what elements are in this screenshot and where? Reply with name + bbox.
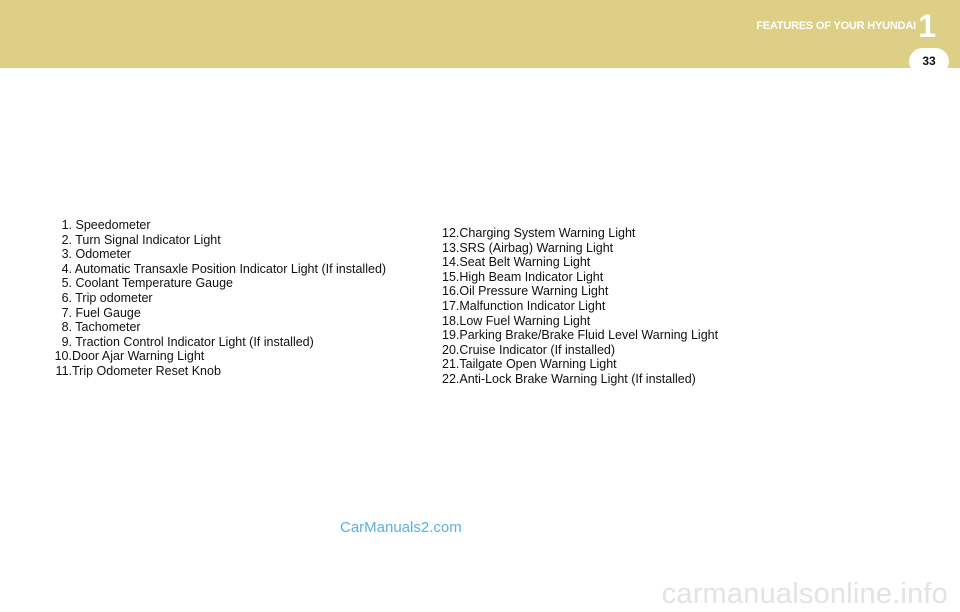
legend-item-number: 19. <box>442 328 460 343</box>
legend-list-right <box>442 226 718 387</box>
legend-item-label: High Beam Indicator Light <box>459 269 604 284</box>
legend-item-label: Malfunction Indicator Light <box>459 298 606 313</box>
legend-item <box>40 320 386 335</box>
legend-list-left <box>40 218 386 379</box>
section-title: FEATURES OF YOUR HYUNDAI <box>756 20 916 32</box>
legend-item-label: Oil Pressure Warning Light <box>459 284 609 299</box>
legend-item-label: Odometer <box>75 247 132 262</box>
legend-item-number: 18. <box>442 313 460 328</box>
legend-item <box>442 255 718 270</box>
legend-item <box>40 306 386 321</box>
legend-item-number: 17. <box>442 298 460 313</box>
legend-item-label: Anti-Lock Brake Warning Light (If installed) <box>459 371 696 386</box>
legend-item-number: 13. <box>442 240 460 255</box>
legend-item-label: Tailgate Open Warning Light <box>459 357 617 372</box>
legend-item <box>442 270 718 285</box>
header-band <box>0 0 960 68</box>
legend-item <box>442 299 718 314</box>
legend-item-number: 16. <box>442 284 460 299</box>
watermark-link[interactable]: CarManuals2.com <box>340 519 462 536</box>
page-number: 33 <box>909 48 949 75</box>
legend-item <box>442 314 718 329</box>
legend-item <box>442 328 718 343</box>
legend-item-number: 11. <box>55 363 72 378</box>
legend-item-label: Low Fuel Warning Light <box>459 313 591 328</box>
legend-item-label: Tachometer <box>75 320 141 335</box>
legend-item-label: Trip Odometer Reset Knob <box>72 363 221 378</box>
watermark-text: carmanualsonline.info <box>661 578 948 610</box>
section-number: 1 <box>918 8 936 44</box>
legend-item <box>40 335 386 350</box>
legend-item-number: 10. <box>54 349 72 364</box>
legend-item <box>40 262 386 277</box>
legend-item <box>442 284 718 299</box>
legend-item <box>40 218 386 233</box>
legend-item-number: 7. <box>61 305 72 320</box>
legend-item-number: 6. <box>61 290 72 305</box>
legend-item-label: Coolant Temperature Gauge <box>75 276 233 291</box>
legend-item <box>40 276 386 291</box>
legend-item-number: 22. <box>442 371 460 386</box>
legend-item <box>40 247 386 262</box>
legend-item-label: Fuel Gauge <box>75 305 141 320</box>
legend-item <box>442 372 718 387</box>
legend-item-number: 9. <box>61 334 72 349</box>
legend-item <box>442 343 718 358</box>
legend-item <box>40 364 386 379</box>
legend-item-label: Turn Signal Indicator Light <box>75 232 221 247</box>
legend-item <box>442 241 718 256</box>
legend-item-label: Trip odometer <box>75 290 153 305</box>
legend-item-number: 12. <box>442 226 460 240</box>
legend-item <box>40 291 386 306</box>
legend-item-number: 4. <box>61 261 72 276</box>
legend-item-label: Seat Belt Warning Light <box>459 255 591 270</box>
legend-item-label: Automatic Transaxle Position Indicator Light (If installed) <box>74 261 387 276</box>
legend-item <box>40 349 386 364</box>
legend-item-label: SRS (Airbag) Warning Light <box>459 240 614 255</box>
legend-item-label: Cruise Indicator (If installed) <box>459 342 616 357</box>
legend-item-label: Parking Brake/Brake Fluid Level Warning Light <box>459 328 719 343</box>
legend-item-number: 1. <box>61 218 72 232</box>
legend-item-label: Door Ajar Warning Light <box>72 349 205 364</box>
legend-item <box>442 226 718 241</box>
legend-item <box>40 233 386 248</box>
legend-item-number: 14. <box>442 255 460 270</box>
legend-item-number: 2. <box>61 232 72 247</box>
legend-item-number: 5. <box>61 276 72 291</box>
legend-item-label: Speedometer <box>75 218 151 232</box>
legend-item-number: 15. <box>442 269 460 284</box>
legend-item-number: 21. <box>442 357 460 372</box>
legend-item-label: Traction Control Indicator Light (If installed) <box>75 334 314 349</box>
legend-item-number: 3. <box>61 247 72 262</box>
legend-item-label: Charging System Warning Light <box>459 226 636 240</box>
legend-item <box>442 357 718 372</box>
legend-item-number: 8. <box>61 320 72 335</box>
legend-item-number: 20. <box>442 342 460 357</box>
